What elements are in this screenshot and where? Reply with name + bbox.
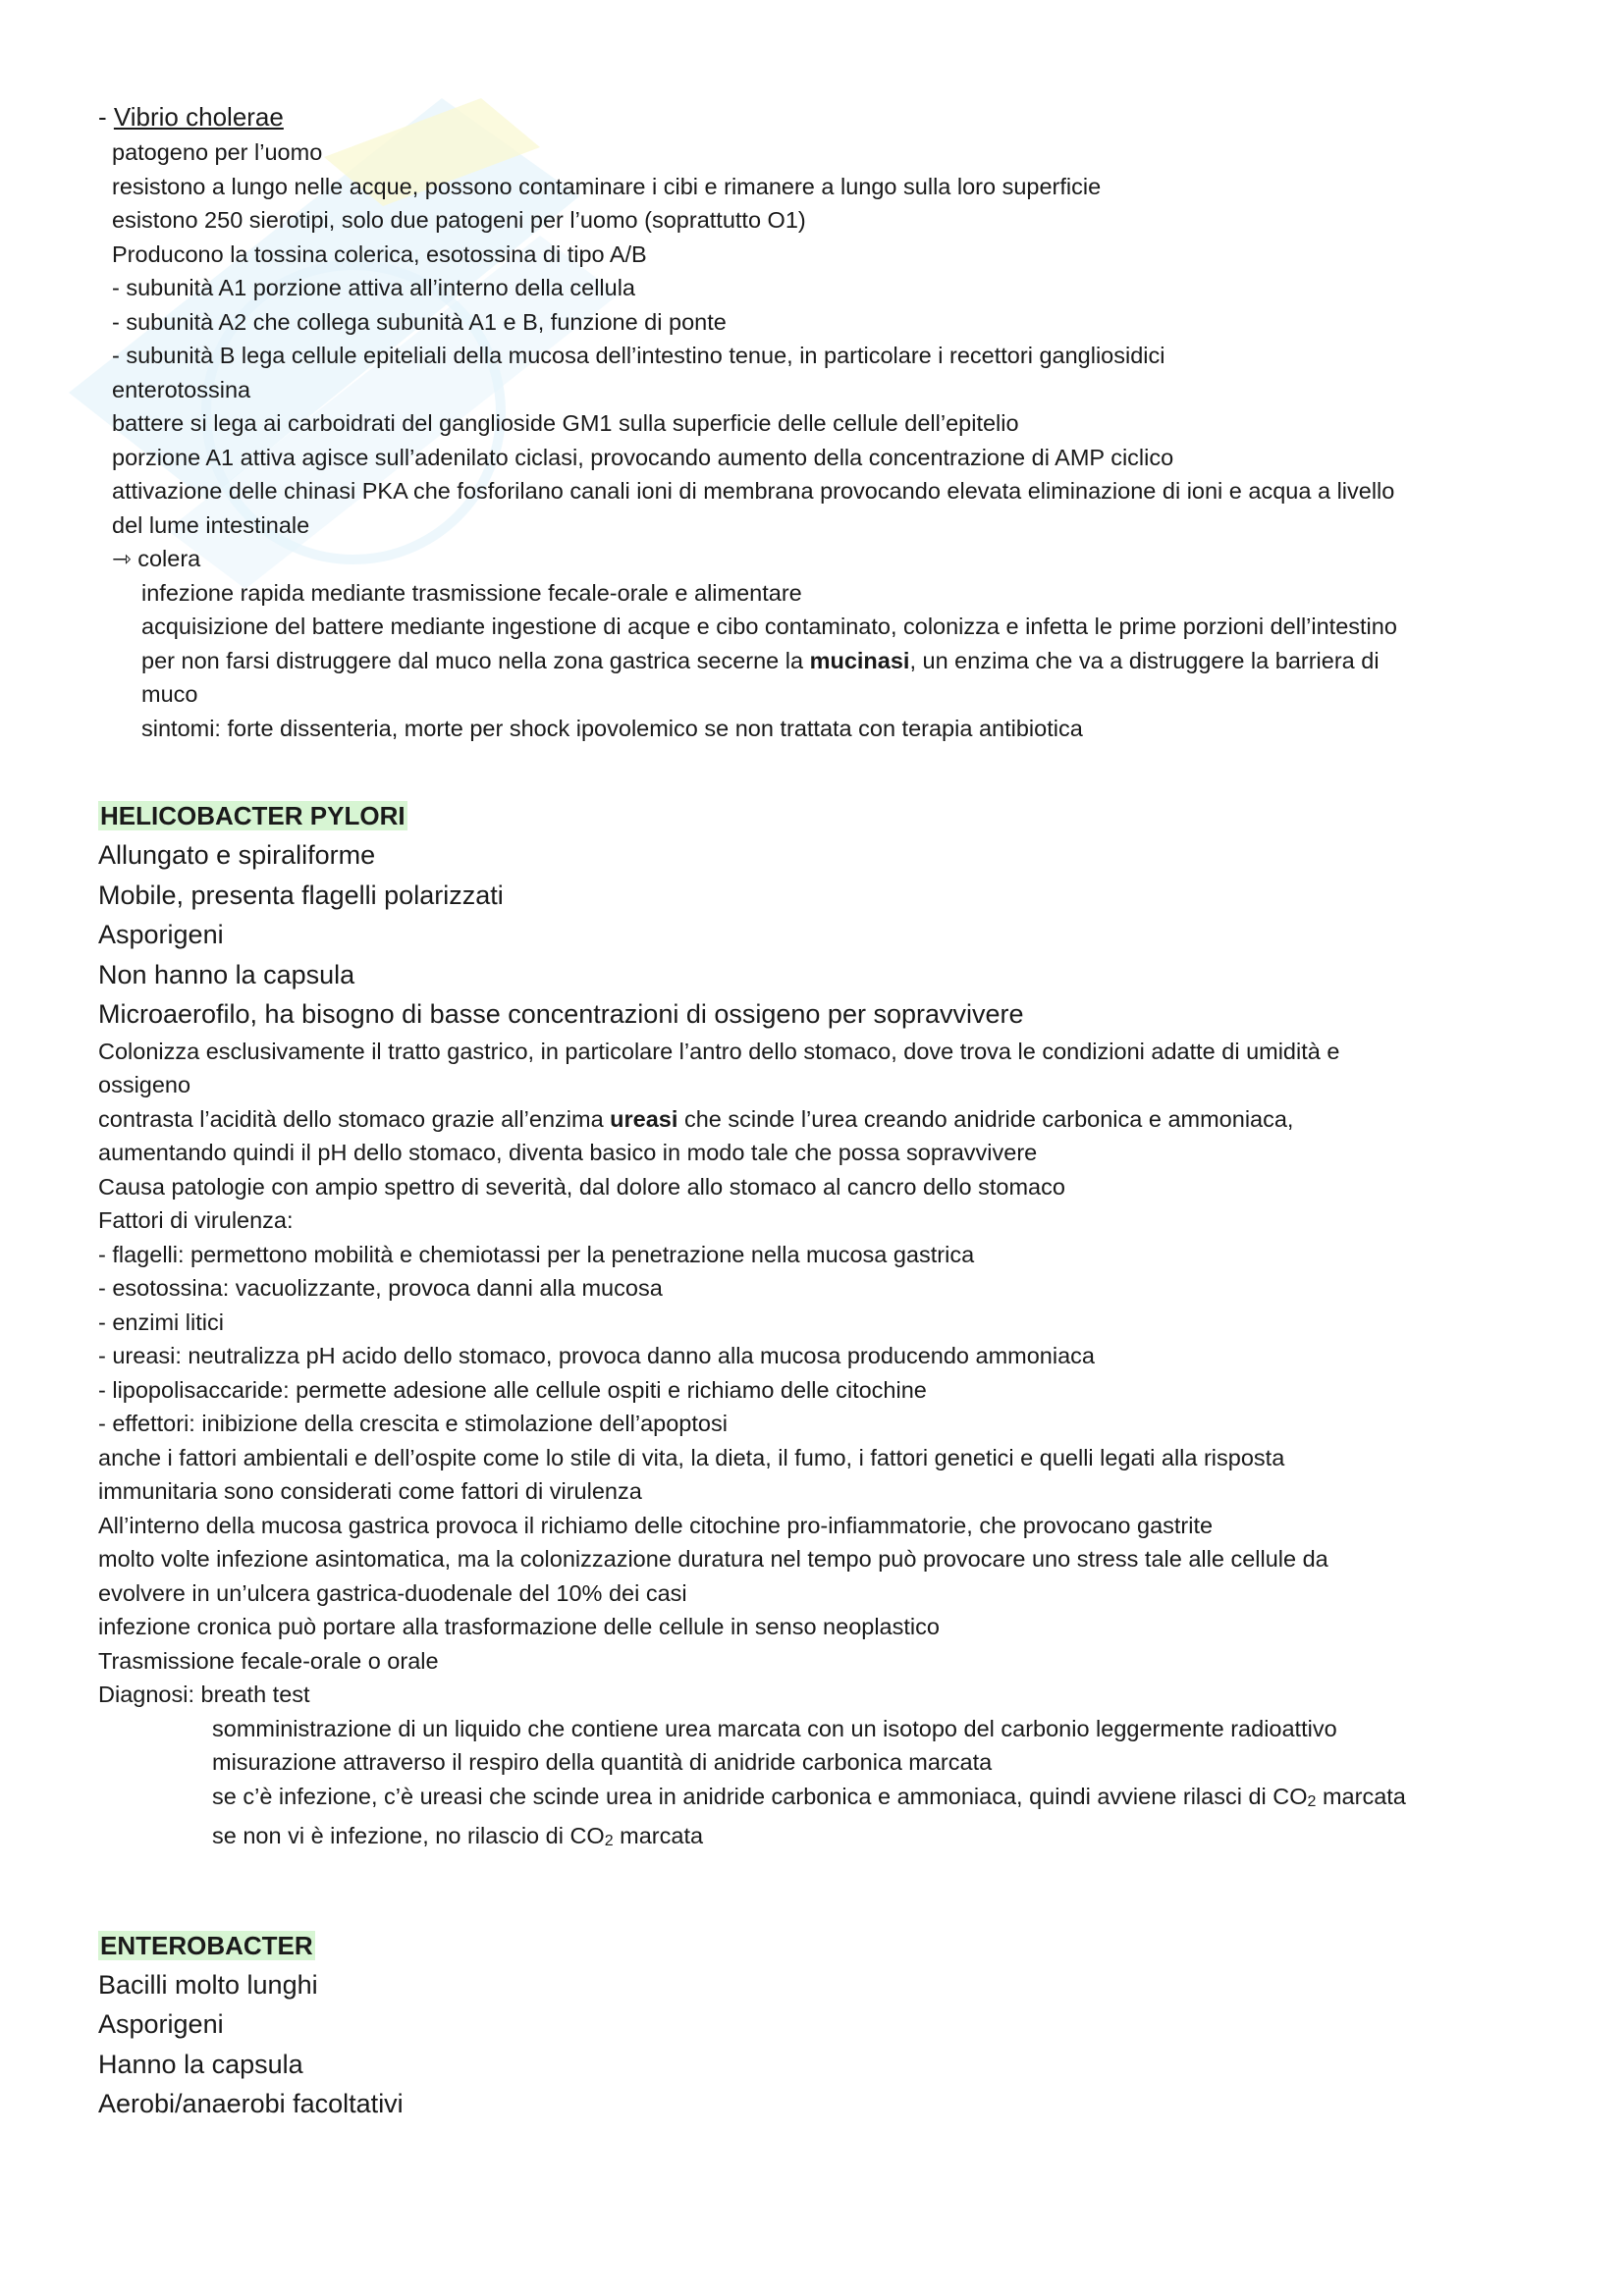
vibrio-line: - subunità A2 che collega subunità A1 e B, funzione di ponte bbox=[112, 308, 727, 335]
diagnosi-line: somministrazione di un liquido che contiene urea marcata con un isotopo del carbonio leggermente radioattivo bbox=[212, 1715, 1337, 1741]
enterobacter-line: Asporigeni bbox=[98, 2009, 224, 2039]
vibrio-heading-line: - Vibrio cholerae bbox=[98, 102, 284, 132]
helicobacter-line: - lipopolisaccaride: permette adesione alle cellule ospiti e richiamo delle citochine bbox=[98, 1376, 927, 1403]
helicobacter-line: - enzimi litici bbox=[98, 1308, 224, 1335]
helicobacter-line: infezione cronica può portare alla trasformazione delle cellule in senso neoplastico bbox=[98, 1614, 940, 1639]
diagnosi-line: misurazione attraverso il respiro della quantità di anidride carbonica marcata bbox=[212, 1749, 993, 1775]
colera-line: muco bbox=[141, 681, 198, 707]
helicobacter-line: Trasmissione fecale-orale o orale bbox=[98, 1647, 439, 1674]
document-page bbox=[98, 98, 1551, 2124]
helicobacter-large-line: Allungato e spiraliforme bbox=[98, 840, 376, 870]
ureasi-term: ureasi bbox=[610, 1105, 678, 1132]
vibrio-line: esistono 250 sierotipi, solo due patogeni per l’uomo (soprattutto O1) bbox=[112, 207, 806, 233]
helicobacter-line: ossigeno bbox=[98, 1072, 191, 1097]
helicobacter-line: aumentando quindi il pH dello stomaco, diventa basico in modo tale che possa sopravvivere bbox=[98, 1140, 1038, 1165]
mucinasi-term: mucinasi bbox=[809, 647, 910, 673]
vibrio-line: - subunità A1 porzione attiva all’interno della cellula bbox=[112, 275, 635, 300]
diagnosi-heading: Diagnosi: breath test bbox=[98, 1682, 310, 1707]
helicobacter-line: Fattori di virulenza: bbox=[98, 1207, 294, 1233]
helicobacter-line: All’interno della mucosa gastrica provoca il richiamo delle citochine pro-infiammatorie, che provocano gastrite bbox=[98, 1512, 1214, 1538]
enterobacter-title: ENTEROBACTER bbox=[100, 1930, 313, 1960]
helicobacter-line: Colonizza esclusivamente il tratto gastrico, in particolare l’antro dello stomaco, dove trova le condizioni adatte di umidità e bbox=[98, 1038, 1340, 1064]
vibrio-line: porzione A1 attiva agisce sull’adenilato ciclasi, provocando aumento della concentrazione di AMP ciclico bbox=[112, 444, 1174, 470]
enterobacter-heading-line bbox=[98, 1926, 1551, 1965]
vibrio-line: patogeno per l’uomo bbox=[112, 139, 323, 165]
sintomi-line: sintomi: forte dissenteria, morte per shock ipovolemico se non trattata con terapia antibiotica bbox=[141, 715, 1083, 741]
helicobacter-line: - flagelli: permettono mobilità e chemiotassi per la penetrazione nella mucosa gastrica bbox=[98, 1241, 975, 1267]
helicobacter-large-line: Mobile, presenta flagelli polarizzati bbox=[98, 880, 504, 910]
helicobacter-line: - effettori: inibizione della crescita e stimolazione dell’apoptosi bbox=[98, 1411, 728, 1436]
colera-line: infezione rapida mediante trasmissione fecale-orale e alimentare bbox=[141, 579, 802, 606]
helicobacter-title: HELICOBACTER PYLORI bbox=[100, 801, 406, 830]
enterobacter-line: Aerobi/anaerobi facoltativi bbox=[98, 2089, 404, 2118]
helicobacter-line: - ureasi: neutralizza pH acido dello stomaco, provoca danno alla mucosa producendo ammoniaca bbox=[98, 1343, 1095, 1368]
ureasi-line: contrasta l’acidità dello stomaco grazie all’enzima ureasi che scinde l’urea creando anidride carbonica e ammoniaca, bbox=[98, 1105, 1294, 1132]
helicobacter-large-line: Microaerofilo, ha bisogno di basse concentrazioni di ossigeno per sopravvivere bbox=[98, 999, 1024, 1029]
vibrio-line: Producono la tossina colerica, esotossina di tipo A/B bbox=[112, 240, 647, 267]
mucinasi-line: per non farsi distruggere dal muco nella zona gastrica secerne la mucinasi, un enzima che va a distruggere la barriera di bbox=[141, 647, 1380, 673]
enterobacter-line: Hanno la capsula bbox=[98, 2049, 303, 2079]
vibrio-line: battere si lega ai carboidrati del ganglioside GM1 sulla superficie delle cellule dell’epitelio bbox=[112, 410, 1019, 436]
helicobacter-line: molto volte infezione asintomatica, ma la colonizzazione duratura nel tempo può provocare uno stress tale alle cellule da bbox=[98, 1546, 1328, 1572]
colera-line: acquisizione del battere mediante ingestione di acque e cibo contaminato, colonizza e infetta le prime porzioni dell’intestino bbox=[141, 614, 1397, 639]
helicobacter-line: - esotossina: vacuolizzante, provoca danni alla mucosa bbox=[98, 1275, 663, 1301]
vibrio-line: del lume intestinale bbox=[112, 511, 310, 538]
vibrio-title: Vibrio cholerae bbox=[113, 102, 284, 132]
enterobacter-line: Bacilli molto lunghi bbox=[98, 1969, 318, 2000]
helicobacter-line: immunitaria sono considerati come fattori di virulenza bbox=[98, 1478, 642, 1504]
helicobacter-large-line: Non hanno la capsula bbox=[98, 959, 355, 989]
helicobacter-large-line: Asporigeni bbox=[98, 920, 224, 949]
helicobacter-line: evolvere in un’ulcera gastrica-duodenale del 10% dei casi bbox=[98, 1579, 687, 1606]
vibrio-line: resistono a lungo nelle acque, possono contaminare i cibi e rimanere a lungo sulla loro superficie bbox=[112, 173, 1102, 199]
diagnosi-co2-line: se non vi è infezione, no rilascio di $CO_2$ marcata bbox=[212, 1823, 704, 1849]
vibrio-line: attivazione delle chinasi PKA che fosforilano canali ioni di membrana provocando elevata eliminazione di ioni e acqua a livello bbox=[112, 478, 1395, 504]
vibrio-line: enterotossina bbox=[112, 376, 251, 402]
helicobacter-line: Causa patologie con ampio spettro di severità, dal dolore allo stomaco al cancro dello stomaco bbox=[98, 1173, 1065, 1200]
colera-heading: ⇾ colera bbox=[112, 546, 201, 571]
helicobacter-line: anche i fattori ambientali e dell’ospite come lo stile di vita, la dieta, il fumo, i fattori genetici e quelli legati alla risposta bbox=[98, 1444, 1285, 1470]
vibrio-line: - subunità B lega cellule epiteliali della mucosa dell’intestino tenue, in particolare i recettori gangliosidici bbox=[112, 343, 1165, 368]
helicobacter-heading-line bbox=[98, 796, 1551, 835]
diagnosi-co2-line: se c’è infezione, c’è ureasi che scinde urea in anidride carbonica e ammoniaca, quindi avviene rilasci di $CO_2$ marcata bbox=[212, 1783, 1406, 1810]
